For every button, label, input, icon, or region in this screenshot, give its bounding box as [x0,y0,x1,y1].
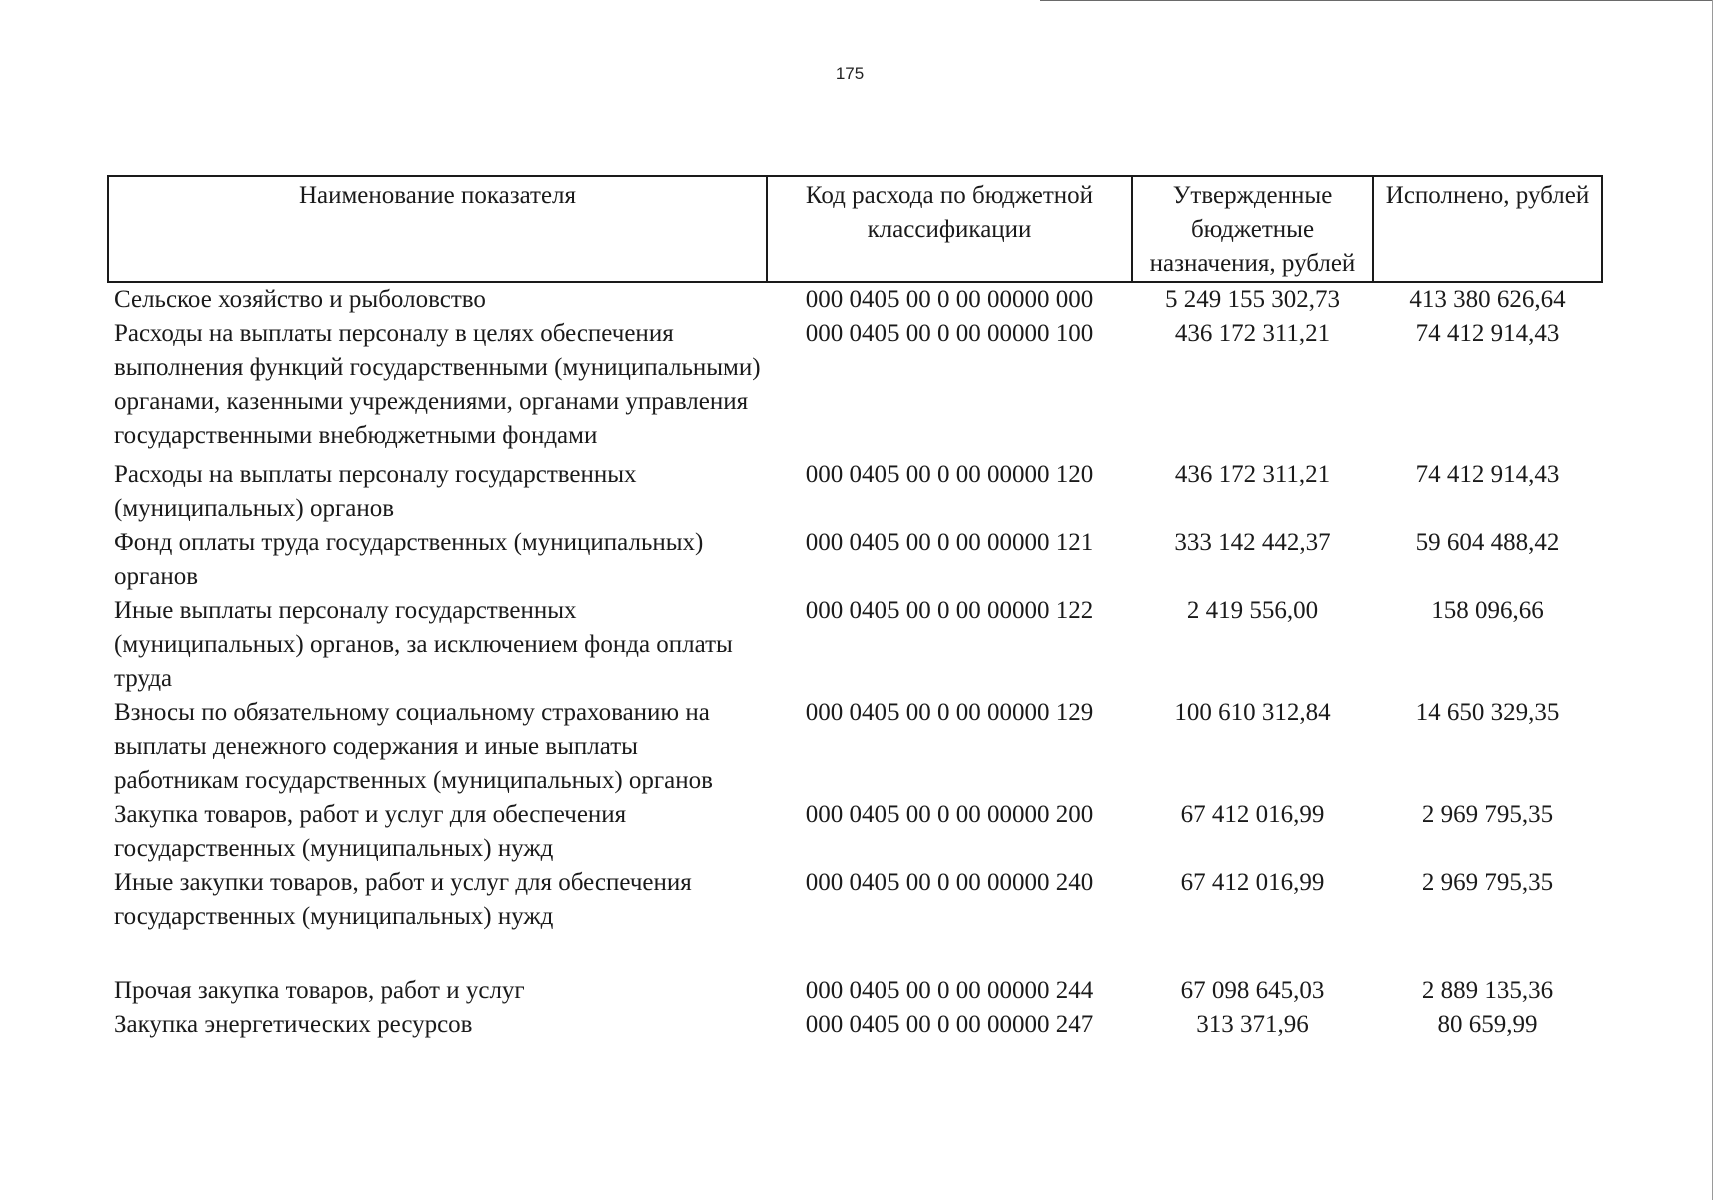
header-approved-amount: Утвержденные бюджетные назначения, рублей [1132,176,1373,282]
page-number: 175 [835,64,865,83]
row-approved-amount: 67 412 016,99 [1180,869,1325,896]
table-row [108,317,1602,458]
row-executed-amount: 59 604 488,42 [1415,529,1560,556]
row-budget-code: 000 0405 00 0 00 00000 122 [805,597,1094,624]
row-approved-amount: 2 419 556,00 [1186,597,1319,624]
row-indicator-name: Сельское хозяйство и рыболовство [114,286,486,313]
row-approved-amount: 67 412 016,99 [1180,801,1325,828]
row-executed-amount: 2 969 795,35 [1421,801,1554,828]
table-row [108,798,1602,866]
table-row [108,974,1602,1008]
row-budget-code: 000 0405 00 0 00 00000 240 [805,869,1094,896]
row-approved-amount: 100 610 312,84 [1174,699,1331,726]
row-approved-amount: 67 098 645,03 [1180,977,1325,1004]
row-indicator-name: Прочая закупка товаров, работ и услуг [114,977,525,1004]
row-budget-code: 000 0405 00 0 00 00000 200 [805,801,1094,828]
row-indicator-name: Фонд оплаты труда государственных (муниципальных) органов [114,529,704,590]
row-indicator-name: Взносы по обязательному социальному страхованию на выплаты денежного содержания и иные выплаты работникам государственных (муниципальных) органов [114,699,713,794]
header-indicator-name: Наименование показателя [108,176,767,282]
row-indicator-name: Расходы на выплаты персоналу государственных (муниципальных) органов [114,461,637,522]
table-row [108,866,1602,974]
table-row [108,1008,1602,1042]
table-row [108,458,1602,526]
row-budget-code: 000 0405 00 0 00 00000 100 [805,320,1094,347]
table-header [108,176,1602,282]
row-approved-amount: 436 172 311,21 [1174,461,1331,488]
row-budget-code: 000 0405 00 0 00 00000 121 [805,529,1094,556]
row-indicator-name: Расходы на выплаты персоналу в целях обеспечения выполнения функций государственными (муниципальными) органами, казенными учреждениями, органами управления государственными внебюджетными фондами [114,320,761,449]
header-row [108,176,1602,282]
row-indicator-name: Закупка энергетических ресурсов [114,1011,473,1038]
table-row [108,594,1602,696]
table-row [108,282,1602,317]
row-approved-amount: 333 142 442,37 [1174,529,1331,556]
row-executed-amount: 74 412 914,43 [1415,461,1560,488]
row-executed-amount: 413 380 626,64 [1409,286,1566,313]
row-budget-code: 000 0405 00 0 00 00000 244 [805,977,1094,1004]
row-indicator-name: Иные выплаты персоналу государственных (муниципальных) органов, за исключением фонда оплаты труда [114,597,733,692]
row-budget-code: 000 0405 00 0 00 00000 247 [805,1011,1094,1038]
row-indicator-name: Закупка товаров, работ и услуг для обеспечения государственных (муниципальных) нужд [114,801,627,862]
row-approved-amount: 436 172 311,21 [1174,320,1331,347]
row-executed-amount: 2 889 135,36 [1421,977,1554,1004]
row-executed-amount: 74 412 914,43 [1415,320,1560,347]
row-executed-amount: 2 969 795,35 [1421,869,1554,896]
row-indicator-name: Иные закупки товаров, работ и услуг для обеспечения государственных (муниципальных) нужд [114,869,692,930]
header-executed-amount: Исполнено, рублей [1373,176,1602,282]
row-budget-code: 000 0405 00 0 00 00000 120 [805,461,1094,488]
header-budget-code: Код расхода по бюджетной классификации [767,176,1132,282]
row-executed-amount: 14 650 329,35 [1415,699,1560,726]
budget-execution-table [107,175,1603,1042]
table-row [108,696,1602,798]
row-budget-code: 000 0405 00 0 00 00000 129 [805,699,1094,726]
row-approved-amount: 313 371,96 [1196,1011,1309,1038]
row-executed-amount: 80 659,99 [1437,1011,1538,1038]
table-body [108,282,1602,1042]
row-executed-amount: 158 096,66 [1431,597,1544,624]
row-budget-code: 000 0405 00 0 00 00000 000 [805,286,1094,313]
row-approved-amount: 5 249 155 302,73 [1165,286,1340,313]
scan-top-rule [1040,0,1713,1]
table-row [108,526,1602,594]
